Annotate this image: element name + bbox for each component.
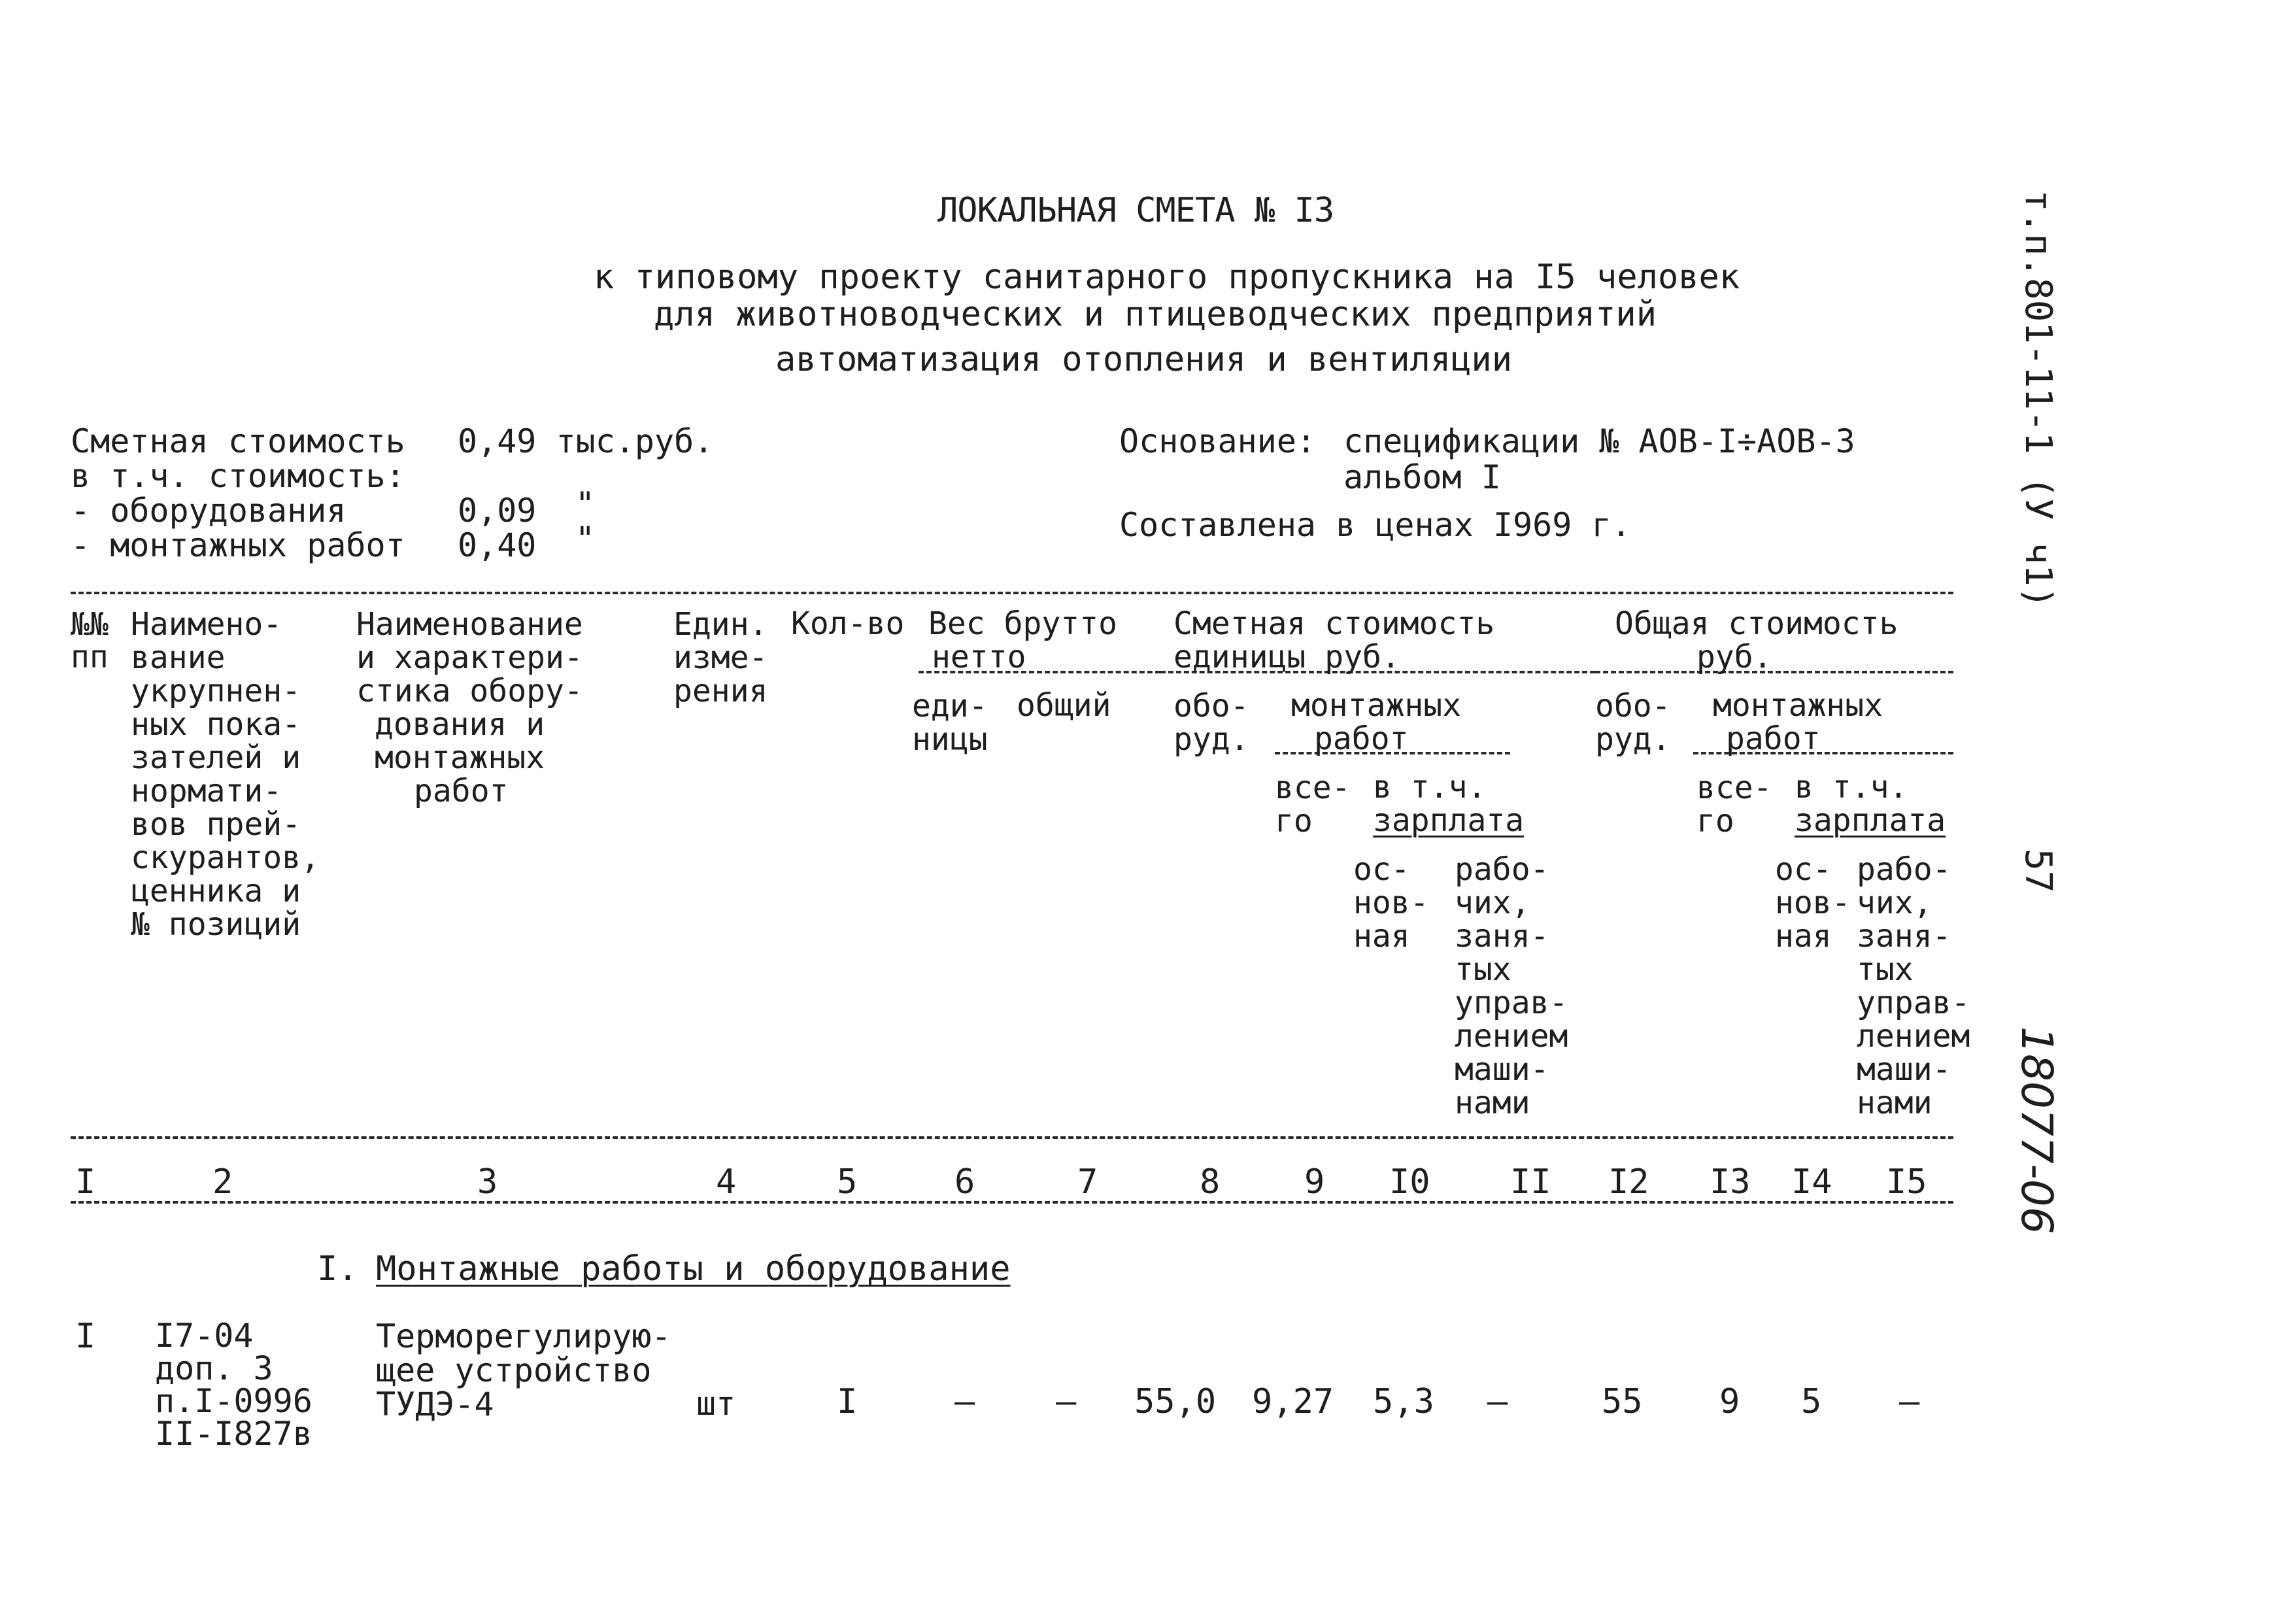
header-total-basic: ос- нов- ная <box>1775 851 1851 955</box>
column-number: 2 <box>212 1162 233 1202</box>
equipment-value: 0,09 <box>458 492 537 530</box>
section-title: Монтажные работы и оборудование <box>376 1249 1011 1289</box>
header-col-3: Наименование и характери- стика обору- дования и монтажных работ <box>356 606 583 809</box>
header-bottom-rule <box>71 1136 1953 1139</box>
page-number: 57 <box>2017 849 2059 893</box>
install-value: 0,40 <box>458 526 537 564</box>
column-number: 6 <box>954 1162 975 1202</box>
column-number: 3 <box>477 1162 498 1202</box>
row-unit-mont-basic: 5,3 <box>1373 1382 1434 1421</box>
header-unit-cost: Сметная стоимость <box>1173 605 1495 642</box>
header-unit-total: все- го <box>1275 770 1351 839</box>
header-total-incl: в т.ч. <box>1795 769 1908 805</box>
row-quantity: I <box>837 1382 858 1421</box>
row-weight-unit: – <box>954 1382 975 1421</box>
header-top-rule <box>71 592 1953 594</box>
row-total-mont-total: 9 <box>1719 1382 1740 1421</box>
header-total-wages: зарплата <box>1795 802 1946 839</box>
header-total-cost: Общая стоимость <box>1615 605 1898 642</box>
header-weight-unit: еди- ницы <box>912 688 988 758</box>
column-number: 5 <box>837 1162 858 1202</box>
column-number: I3 <box>1710 1162 1751 1202</box>
header-unit-basic: ос- нов- ная <box>1353 851 1429 955</box>
subtitle-line-1: к типовому проекту санитарного пропускника на I5 человек <box>594 258 1740 297</box>
column-number: I5 <box>1886 1162 1927 1202</box>
subtitle-line-2: для животноводческих и птицеводческих предприятий <box>654 295 1657 334</box>
header-col-2: Наимено- вание укрупнен- ных пока- зателей и нормати- вов прей- скурантов, ценника и № позиций <box>131 606 320 943</box>
header-col-5: Кол-во <box>791 605 905 642</box>
row-unit-mont-total: 9,27 <box>1252 1382 1334 1421</box>
header-unit-cost-sub: единицы руб. <box>1173 639 1400 675</box>
header-total-equipment: обо- руд. <box>1595 688 1671 758</box>
header-unit-incl: в т.ч. <box>1373 769 1487 805</box>
column-number: 4 <box>716 1162 737 1202</box>
header-total-machines: рабо- чих, заня- тых управ- лением маши- нами <box>1857 851 1970 1121</box>
column-number: II <box>1510 1162 1551 1202</box>
install-label: - монтажных работ <box>71 526 405 564</box>
header-weight-gross: Вес брутто <box>928 605 1117 642</box>
basis-label: Основание: <box>1119 422 1317 460</box>
basis-spec: спецификации № АОВ-I÷АОВ-3 <box>1343 422 1855 460</box>
header-total-cost-sub: руб. <box>1696 639 1772 675</box>
header-unit-machines: рабо- чих, заня- тых управ- лением маши- нами <box>1455 851 1568 1121</box>
row-code: I7-04 доп. 3 п.I-0996 II-I827в <box>155 1317 312 1453</box>
row-unit-mont-machines: – <box>1487 1382 1508 1421</box>
ditto-mark: " <box>575 485 596 523</box>
row-weight-total: – <box>1056 1382 1077 1421</box>
row-number: I <box>75 1317 96 1356</box>
cost-label: Сметная стоимость <box>71 422 405 460</box>
row-total-mont-basic: 5 <box>1801 1382 1822 1421</box>
column-number: 7 <box>1077 1162 1098 1202</box>
column-number: I4 <box>1791 1162 1832 1202</box>
basis-prices: Составлена в ценах I969 г. <box>1119 506 1631 544</box>
row-total-equipment: 55 <box>1602 1382 1643 1421</box>
header-unit-equipment: обо- руд. <box>1173 688 1249 758</box>
column-number: I <box>75 1162 96 1202</box>
column-number: 8 <box>1200 1162 1221 1202</box>
header-unit-wages: зарплата <box>1373 802 1525 839</box>
cost-value: 0,49 тыс.руб. <box>458 422 714 460</box>
including-label: в т.ч. стоимость: <box>71 457 405 495</box>
document-title: ЛОКАЛЬНАЯ СМЕТА № I3 <box>937 191 1334 230</box>
header-unit-mont: монтажных <box>1291 687 1462 724</box>
column-number: I0 <box>1389 1162 1430 1202</box>
column-number: I2 <box>1608 1162 1649 1202</box>
header-total-total: все- го <box>1696 770 1772 839</box>
header-total-mont-sub: работ <box>1726 720 1821 757</box>
row-total-mont-machines: – <box>1899 1382 1920 1421</box>
row-unit-equipment: 55,0 <box>1134 1382 1217 1421</box>
row-unit: шт <box>696 1385 736 1423</box>
total-cost-sub-rule <box>1595 671 1953 673</box>
header-unit-mont-sub: работ <box>1314 720 1409 757</box>
ditto-mark: " <box>575 520 596 558</box>
column-number: 9 <box>1304 1162 1325 1202</box>
project-code: т.п.801-11-1 (У ч1) <box>2017 190 2059 609</box>
section-number: I. <box>317 1249 358 1289</box>
equipment-label: - оборудования <box>71 492 346 530</box>
column-number-rule <box>71 1201 1953 1204</box>
header-col-1: №№ пп <box>71 606 109 675</box>
handwritten-registration-number: 18077-06 <box>2012 1026 2062 1234</box>
header-col-4: Един. изме- рения <box>673 606 768 709</box>
subtitle-line-3: автоматизация отопления и вентиляции <box>775 340 1513 379</box>
header-total-mont: монтажных <box>1713 687 1883 724</box>
header-weight-net: нетто <box>932 639 1026 675</box>
header-weight-total: общий <box>1017 687 1111 724</box>
row-name: Терморегулирую- щее устройство ТУДЭ-4 <box>376 1317 671 1423</box>
basis-album: альбом I <box>1343 458 1501 496</box>
